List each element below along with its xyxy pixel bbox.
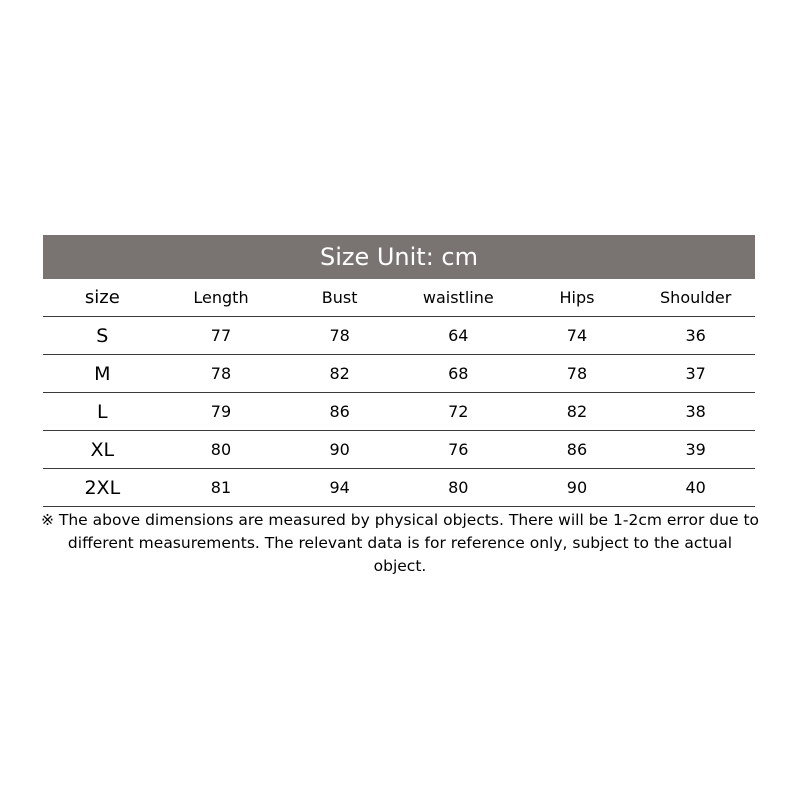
column-header-bust: Bust (280, 279, 399, 317)
size-table (43, 279, 755, 507)
shoulder-cell: 39 (636, 431, 755, 469)
bust-cell: 82 (280, 355, 399, 393)
size-cell: XL (43, 431, 162, 469)
size-cell: 2XL (43, 469, 162, 507)
hips-cell: 78 (518, 355, 637, 393)
size-chart (43, 235, 755, 507)
waistline-cell: 76 (399, 431, 518, 469)
bust-cell: 78 (280, 317, 399, 355)
column-header-hips: Hips (518, 279, 637, 317)
size-cell: S (43, 317, 162, 355)
waistline-cell: 80 (399, 469, 518, 507)
hips-cell: 86 (518, 431, 637, 469)
table-row (43, 431, 755, 469)
shoulder-cell: 40 (636, 469, 755, 507)
table-row (43, 317, 755, 355)
waistline-cell: 72 (399, 393, 518, 431)
table-row (43, 469, 755, 507)
shoulder-cell: 36 (636, 317, 755, 355)
length-cell: 81 (162, 469, 281, 507)
shoulder-cell: 37 (636, 355, 755, 393)
hips-cell: 82 (518, 393, 637, 431)
bust-cell: 94 (280, 469, 399, 507)
waistline-cell: 64 (399, 317, 518, 355)
length-cell: 77 (162, 317, 281, 355)
column-header-shoulder: Shoulder (636, 279, 755, 317)
column-header-length: Length (162, 279, 281, 317)
size-cell: M (43, 355, 162, 393)
header-row (43, 279, 755, 317)
shoulder-cell: 38 (636, 393, 755, 431)
column-header-waistline: waistline (399, 279, 518, 317)
length-cell: 78 (162, 355, 281, 393)
bust-cell: 86 (280, 393, 399, 431)
bust-cell: 90 (280, 431, 399, 469)
table-row (43, 355, 755, 393)
table-row (43, 393, 755, 431)
length-cell: 80 (162, 431, 281, 469)
waistline-cell: 68 (399, 355, 518, 393)
size-cell: L (43, 393, 162, 431)
chart-title: Size Unit: cm (43, 235, 755, 279)
length-cell: 79 (162, 393, 281, 431)
measurement-footnote: ※ The above dimensions are measured by physical objects. There will be 1-2cm error due to different measurements. The relevant data is for reference only, subject to the actual object. (40, 511, 760, 575)
column-header-size: size (43, 279, 162, 317)
hips-cell: 90 (518, 469, 637, 507)
hips-cell: 74 (518, 317, 637, 355)
